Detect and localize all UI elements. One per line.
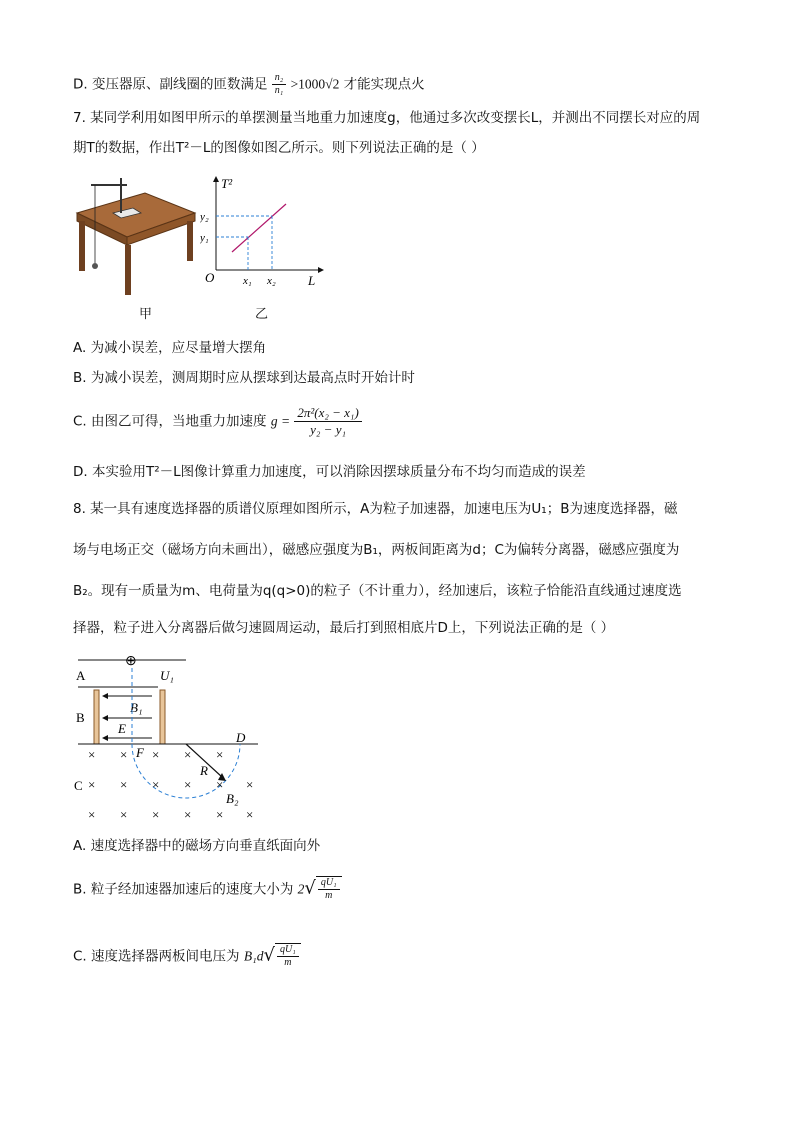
q7-graph-y1: y₁	[200, 232, 209, 244]
q8-fig-u1: U₁	[160, 668, 174, 683]
q8-fig-r: R	[200, 763, 208, 778]
q7-optc-fraction	[294, 405, 361, 438]
q7-fig-left-caption: 甲	[139, 307, 153, 322]
q8-fig-plus: ⊕	[125, 654, 137, 669]
q8-stem-line4: 择器，粒子进入分离器后做匀速圆周运动，最后打到照相底片D上，下列说法正确的是（ ）	[73, 620, 615, 636]
q8-optc-coef: B₁d	[243, 948, 264, 964]
q7-graph-origin: O	[205, 270, 215, 285]
q8-fig-d: D	[236, 730, 246, 745]
q6-optd-suffix: 才能实现点火	[343, 76, 425, 93]
q8-fig-cross: ×	[152, 807, 160, 822]
q8-option-a: A. 速度选择器中的磁场方向垂直纸面向外	[73, 838, 321, 854]
q8-optb-num: qU₁	[318, 877, 340, 890]
q8-fig-cross: ×	[184, 777, 192, 792]
q6-optd-den: n₁	[274, 85, 284, 96]
q8-optc-sqrt	[275, 943, 301, 969]
q8-fig-cross: ×	[246, 807, 254, 822]
q8-fig-cross: ×	[216, 747, 224, 762]
q7-option-c	[73, 405, 362, 438]
q8-fig-b1: B₁	[130, 700, 143, 715]
q7-optc-num: 2π²(x₂ − x₁)	[294, 405, 361, 422]
q7-graph-x1: x₁	[243, 275, 252, 287]
q8-fig-label-a: A	[76, 668, 86, 683]
q6-option-d	[73, 72, 425, 97]
q8-fig-cross: ×	[120, 807, 128, 822]
q8-fig-cross: ×	[246, 777, 254, 792]
q7-stem-line2: 期T的数据，作出T²－L的图像如图乙所示。则下列说法正确的是（ ）	[73, 140, 485, 156]
q8-fig-cross: ×	[88, 807, 96, 822]
q8-fig-label-b: B	[76, 710, 85, 725]
q8-figure-spectrometer	[72, 650, 272, 825]
q7-figure-graph	[200, 172, 330, 292]
q8-fig-cross: ×	[152, 777, 160, 792]
q8-fig-cross: ×	[216, 777, 224, 792]
q8-stem-line2: 场与电场正交（磁场方向未画出），磁感应强度为B₁，两板间距离为d；C为偏转分离器，磁感应强度为	[73, 542, 680, 558]
q7-graph-x-axis-label: L	[308, 273, 316, 288]
q8-fig-cross: ×	[184, 747, 192, 762]
q8-stem-line1: 8. 某一具有速度选择器的质谱仪原理如图所示，A为粒子加速器，加速电压为U₁；B为速度选择器，磁	[73, 501, 678, 517]
q7-graph-y-axis-label: T²	[221, 176, 233, 191]
q8-fig-b2: B₂	[226, 791, 239, 806]
q8-option-c: C. 速度选择器两板间电压为 B₁d√ $\frac{\text{qU₁}}{m}$	[73, 943, 301, 969]
q8-fig-cross: ×	[88, 747, 96, 762]
q7-optc-prefix: C. 由图乙可得，当地重力加速度	[73, 413, 267, 430]
q7-option-b: B. 为减小误差，测周期时应从摆球到达最高点时开始计时	[73, 370, 415, 386]
q8-optb-den: m	[325, 890, 333, 901]
q7-option-d: D. 本实验用T²－L图像计算重力加速度，可以消除因摆球质量分布不均匀而造成的误差	[73, 464, 586, 480]
q8-optc-den: m	[284, 957, 292, 968]
q8-stem-line3: B₂。现有一质量为m、电荷量为q(q>0)的粒子（不计重力），经加速后，该粒子恰能沿直线通过速度选	[73, 583, 682, 599]
q7-graph-y2: y₂	[200, 211, 209, 223]
q6-optd-prefix: D. 变压器原、副线圈的匝数满足	[73, 76, 268, 93]
q8-optc-prefix: C. 速度选择器两板间电压为	[73, 948, 240, 965]
q7-graph-x2: x₂	[267, 275, 276, 287]
q8-optb-coef: 2	[297, 881, 305, 897]
q8-fig-cross: ×	[152, 747, 160, 762]
q8-fig-label-c: C	[74, 778, 83, 793]
q7-option-a: A. 为减小误差，应尽量增大摆角	[73, 340, 267, 356]
q8-optb-prefix: B. 粒子经加速器加速后的速度大小为	[73, 881, 294, 898]
q8-fig-cross: ×	[88, 777, 96, 792]
q6-optd-cmp: >1000√2	[290, 76, 340, 92]
q7-figure-pendulum	[75, 175, 200, 300]
q8-fig-cross: ×	[120, 777, 128, 792]
q6-optd-num: n₂	[272, 72, 286, 85]
q8-fig-cross: ×	[184, 807, 192, 822]
q8-fig-cross: ×	[216, 807, 224, 822]
q8-fig-cross: ×	[120, 747, 128, 762]
q8-fig-e: E	[118, 721, 126, 736]
q7-fig-right-caption: 乙	[255, 307, 269, 322]
q6-optd-fraction	[272, 72, 286, 97]
q7-optc-g: g =	[270, 413, 291, 429]
q8-optc-fraction	[277, 944, 299, 969]
q8-optb-fraction	[318, 877, 340, 902]
q8-optb-sqrt	[316, 876, 342, 902]
q8-option-b: B. 粒子经加速器加速后的速度大小为 2√ $\frac{\text{qU₁}}{m}$	[73, 876, 342, 902]
q8-fig-f: F	[136, 745, 144, 760]
q7-optc-den: y₂ − y₁	[310, 422, 346, 437]
q8-optc-num: qU₁	[277, 944, 299, 957]
q7-stem-line1: 7. 某同学利用如图甲所示的单摆测量当地重力加速度g，他通过多次改变摆长L，并测出不同摆长对应的周	[73, 110, 701, 126]
